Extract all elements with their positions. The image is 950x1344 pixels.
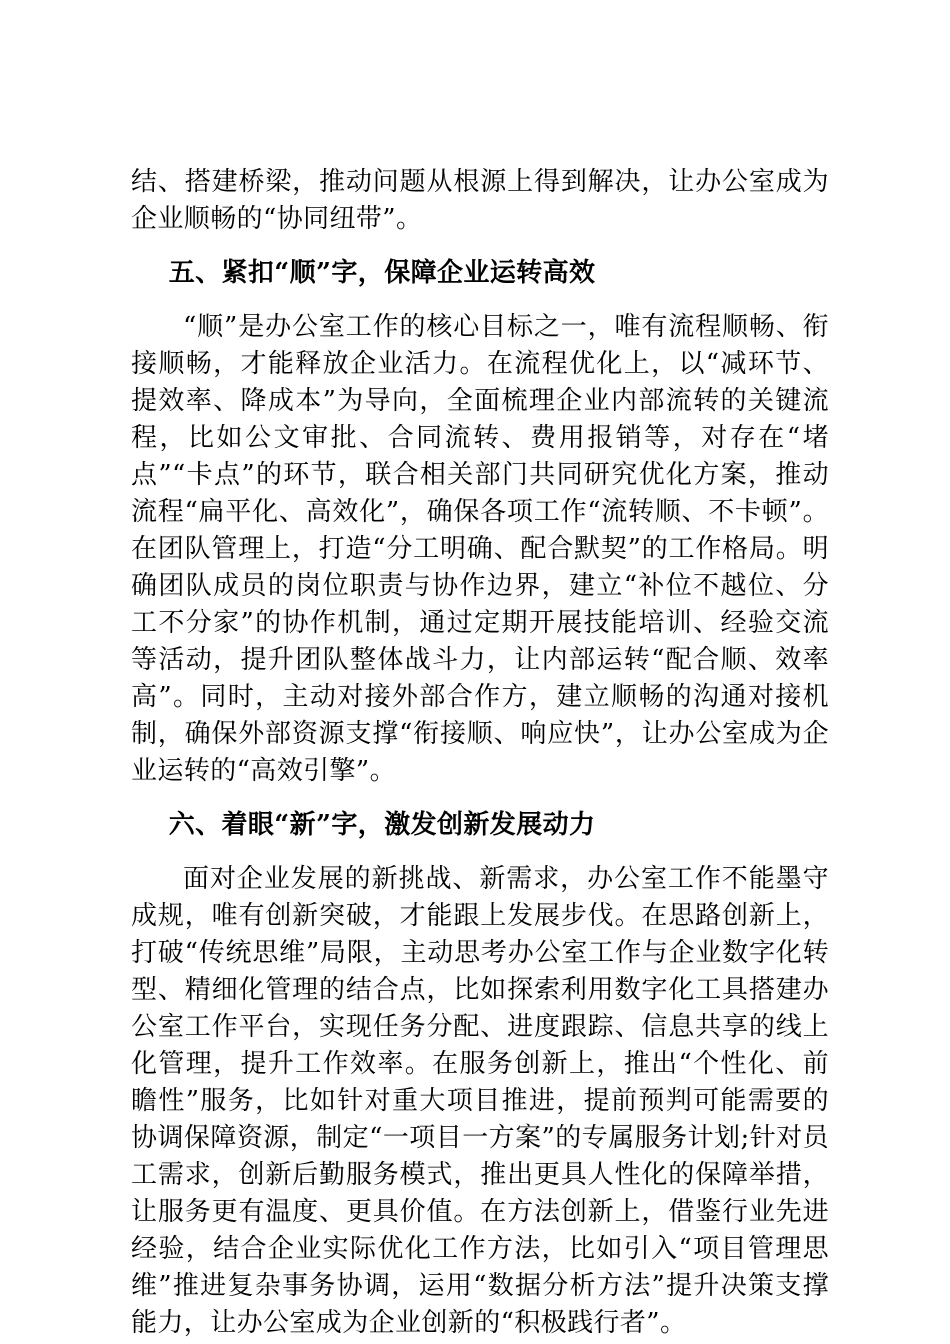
section-heading-5: 五、紧扣“顺”字，保障企业运转高效	[168, 258, 596, 288]
section-body-5: “顺”是办公室工作的核心目标之一，唯有流程顺畅、衔接顺畅，才能释放企业活力。在流程优化上，以“减环节、提效率、降成本”为导向，全面梳理企业内部流转的关键流程，比如公文审批、合同流转、费用报销等，对存在“堵点”“卡点”的环节，联合相关部门共同研究优化方案，推动流程“扁平化、高效化”，确保各项工作“流转顺、不卡顿”。在团队管理上，打造“分工明确、配合默契”的工作格局。明确团队成员的岗位职责与协作边界，建立“补位不越位、分工不分家”的协作机制，通过定期开展技能培训、经验交流等活动，提升团队整体战斗力，让内部运转“配合顺、效率高”。同时，主动对接外部合作方，建立顺畅的沟通对接机制，确保外部资源支撑“衔接顺、响应快”，让办公室成为企业运转的“高效引擎”。	[131, 312, 829, 786]
section-heading-6: 六、着眼“新”字，激发创新发展动力	[168, 810, 596, 840]
continuation-paragraph: 结、搭建桥梁，推动问题从根源上得到解决，让办公室成为企业顺畅的“协同纽带”。	[131, 167, 829, 234]
section-body-6: 面对企业发展的新挑战、新需求，办公室工作不能墨守成规，唯有创新突破，才能跟上发展步伐。在思路创新上，打破“传统思维”局限，主动思考办公室工作与企业数字化转型、精细化管理的结合点，比如探索利用数字化工具搭建办公室工作平台，实现任务分配、进度跟踪、信息共享的线上化管理，提升工作效率。在服务创新上，推出“个性化、前瞻性”服务，比如针对重大项目推进，提前预判可能需要的协调保障资源，制定“一项目一方案”的专属服务计划;针对员工需求，创新后勤服务模式，推出更具人性化的保障举措，让服务更有温度、更具价值。在方法创新上，借鉴行业先进经验，结合企业实际优化工作方法，比如引入“项目管理思维”推进复杂事务协调，运用“数据分析方法”提升决策支撑能力，让办公室成为企业创新的“积极践行者”。	[131, 864, 829, 1338]
document-page	[131, 164, 829, 1342]
